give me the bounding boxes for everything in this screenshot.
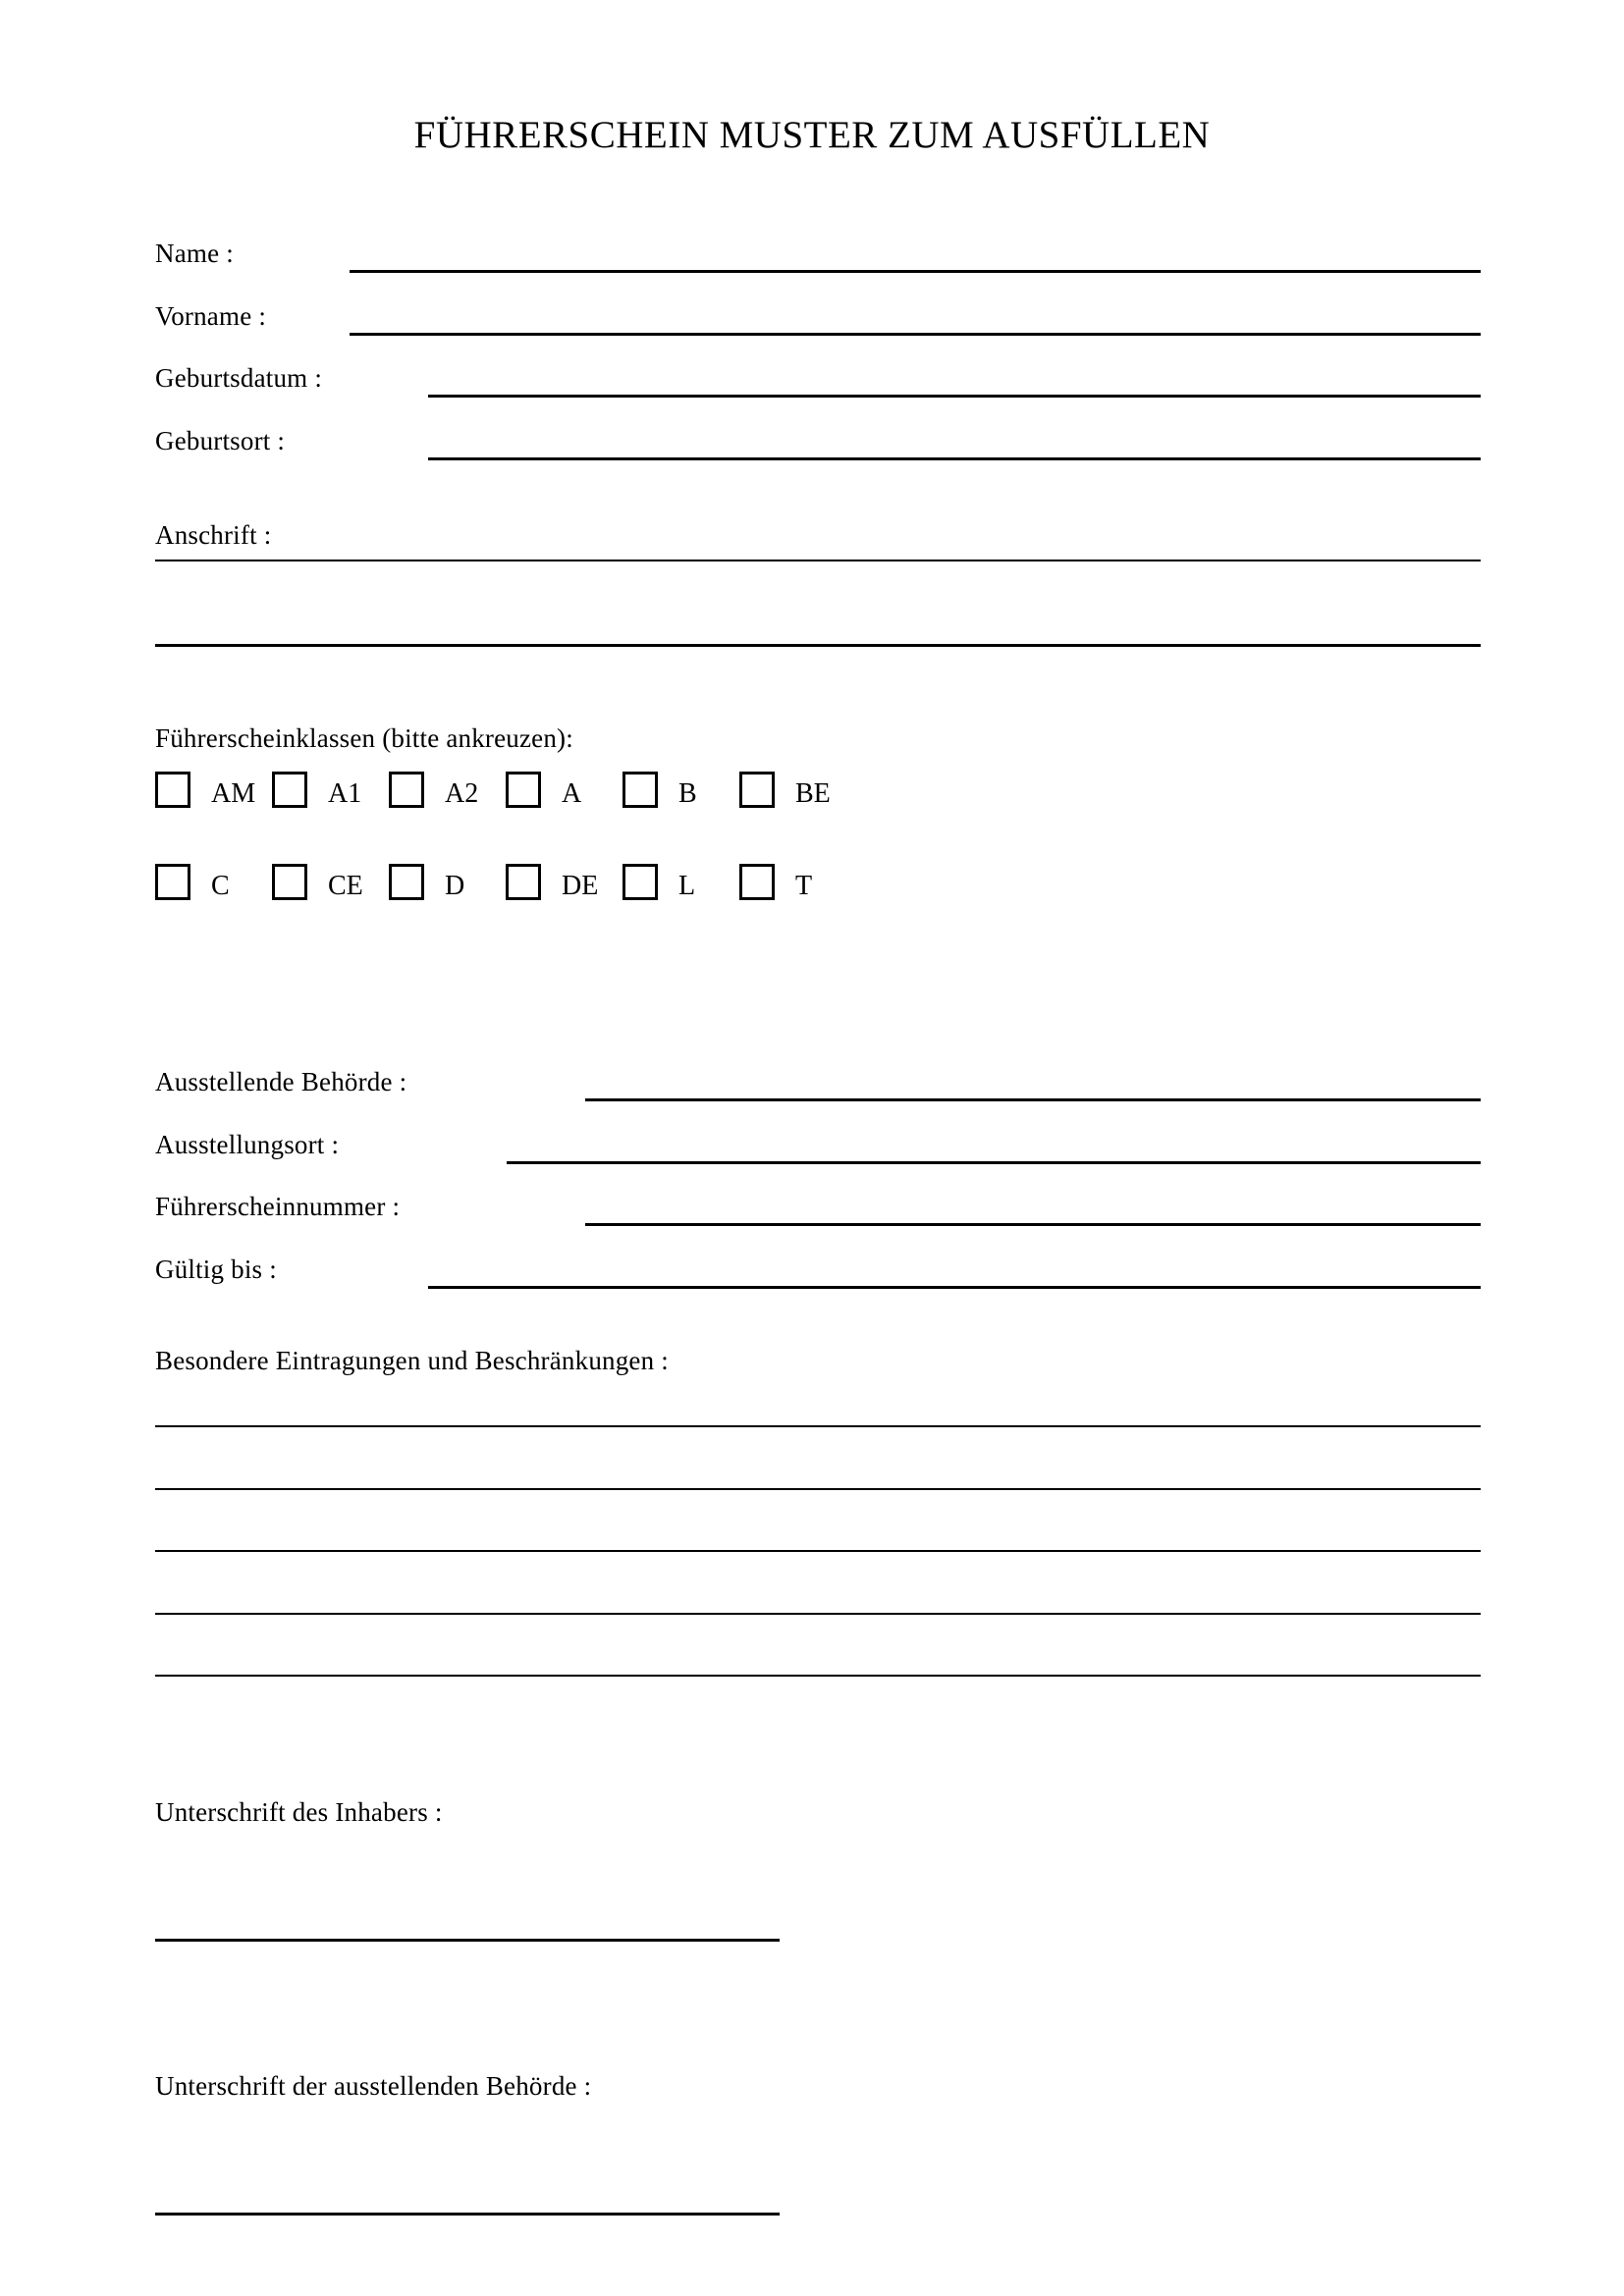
checkbox-de[interactable] — [506, 864, 541, 900]
geburtsort-label: Geburtsort : — [155, 426, 286, 455]
geburtsdatum-label: Geburtsdatum : — [155, 363, 323, 393]
checkbox-a1[interactable] — [272, 772, 307, 808]
restrictions-line-1[interactable] — [155, 1425, 1481, 1427]
classes-heading: Führerscheinklassen (bitte ankreuzen): — [155, 723, 573, 753]
vorname-field[interactable] — [350, 333, 1481, 336]
anschrift-field-line-2[interactable] — [155, 644, 1481, 647]
class-label-be: BE — [795, 778, 831, 809]
form-title: FÜHRERSCHEIN MUSTER ZUM AUSFÜLLEN — [413, 114, 1211, 156]
checkbox-c[interactable] — [155, 864, 190, 900]
checkbox-b[interactable] — [623, 772, 658, 808]
checkbox-am[interactable] — [155, 772, 190, 808]
geburtsort-field[interactable] — [428, 457, 1481, 460]
class-label-ce: CE — [328, 871, 363, 901]
holder-signature-label: Unterschrift des Inhabers : — [155, 1797, 443, 1827]
authority-signature-label: Unterschrift der ausstellenden Behörde : — [155, 2071, 592, 2101]
class-label-am: AM — [211, 778, 256, 809]
anschrift-label: Anschrift : — [155, 520, 272, 550]
gueltig-bis-field[interactable] — [428, 1286, 1481, 1289]
class-label-c: C — [211, 871, 230, 901]
class-label-de: DE — [562, 871, 599, 901]
restrictions-heading: Besondere Eintragungen und Beschränkungen : — [155, 1346, 669, 1375]
restrictions-line-2[interactable] — [155, 1488, 1481, 1490]
authority-signature-field[interactable] — [155, 2213, 780, 2216]
restrictions-line-4[interactable] — [155, 1613, 1481, 1615]
restrictions-line-3[interactable] — [155, 1550, 1481, 1552]
checkbox-ce[interactable] — [272, 864, 307, 900]
behoerde-label: Ausstellende Behörde : — [155, 1067, 407, 1096]
checkbox-d[interactable] — [389, 864, 424, 900]
behoerde-field[interactable] — [585, 1098, 1481, 1101]
geburtsdatum-field[interactable] — [428, 395, 1481, 398]
name-field[interactable] — [350, 270, 1481, 273]
class-label-l: L — [678, 871, 696, 901]
holder-signature-field[interactable] — [155, 1939, 780, 1942]
checkbox-be[interactable] — [739, 772, 775, 808]
class-label-a: A — [562, 778, 582, 809]
restrictions-line-5[interactable] — [155, 1675, 1481, 1677]
checkbox-a2[interactable] — [389, 772, 424, 808]
ausstellungsort-field[interactable] — [507, 1161, 1481, 1164]
class-label-a2: A2 — [445, 778, 479, 809]
class-label-d: D — [445, 871, 465, 901]
fuehrerscheinnummer-field[interactable] — [585, 1223, 1481, 1226]
checkbox-a[interactable] — [506, 772, 541, 808]
fuehrerscheinnummer-label: Führerscheinnummer : — [155, 1192, 401, 1221]
class-label-b: B — [678, 778, 697, 809]
class-label-t: T — [795, 871, 813, 901]
class-label-a1: A1 — [328, 778, 362, 809]
anschrift-field-line-1[interactable] — [155, 560, 1481, 561]
checkbox-l[interactable] — [623, 864, 658, 900]
ausstellungsort-label: Ausstellungsort : — [155, 1130, 340, 1159]
name-label: Name : — [155, 239, 234, 268]
gueltig-bis-label: Gültig bis : — [155, 1255, 277, 1284]
checkbox-t[interactable] — [739, 864, 775, 900]
vorname-label: Vorname : — [155, 301, 267, 331]
